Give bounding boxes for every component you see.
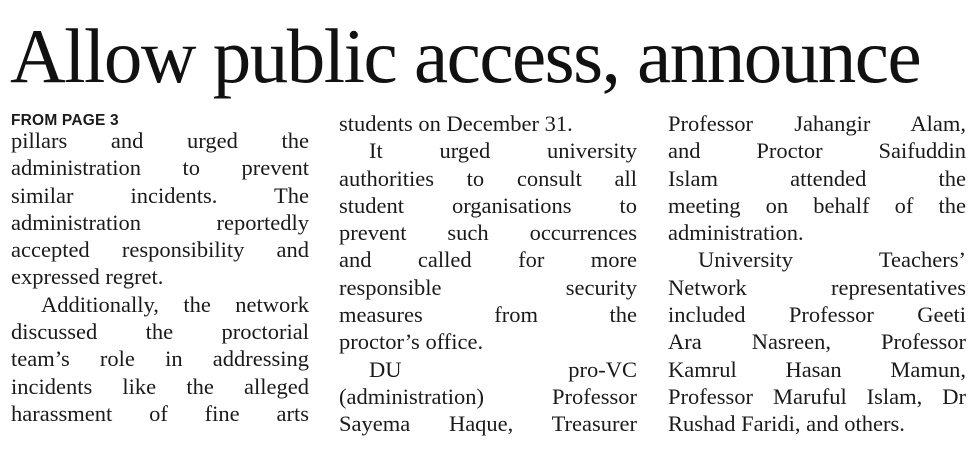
column-2-line: proctor’s office. xyxy=(339,329,484,355)
column-1-line: discussed the proctorial xyxy=(11,319,309,345)
column-2-line: Sayema Haque, Treasurer xyxy=(339,411,637,437)
column-2-line: students on December 31. xyxy=(339,111,573,136)
article-column-1 xyxy=(11,110,309,427)
column-3-line: included Professor Geeti xyxy=(668,302,966,328)
column-1-line: similar incidents. The xyxy=(11,182,309,208)
column-3-line: Islam attended the xyxy=(668,165,966,191)
column-2-line: student organisations to xyxy=(339,192,637,218)
column-1-line: Additionally, the network xyxy=(41,291,309,317)
column-3-line: meeting on behalf of the xyxy=(668,192,966,218)
column-3-line: University Teachers’ xyxy=(698,247,966,273)
column-3-line: Ara Nasreen, Professor xyxy=(668,329,966,355)
column-3-line: administration. xyxy=(668,220,804,246)
column-1-line: administration to prevent xyxy=(11,155,309,181)
column-1-line: accepted responsibility and xyxy=(11,237,309,263)
article-column-2 xyxy=(339,110,637,438)
column-1-line: pillars and urged the xyxy=(11,128,309,153)
column-1-line: harassment of fine arts xyxy=(11,400,309,426)
column-1-line: administration reportedly xyxy=(11,209,309,235)
column-2-line: responsible security xyxy=(339,274,637,300)
column-1-line: team’s role in addressing xyxy=(11,346,309,372)
column-1-line: expressed regret. xyxy=(11,264,164,290)
column-3-line: Network representatives xyxy=(668,274,966,300)
column-2-line: measures from the xyxy=(339,302,637,328)
column-2-line: authorities to consult all xyxy=(339,165,637,191)
headline: Allow public access, announce xyxy=(10,13,921,99)
column-2-line: DU pro-VC xyxy=(369,356,637,382)
column-3-line: and Proctor Saifuddin xyxy=(668,138,966,164)
column-3-line: Kamrul Hasan Mamun, xyxy=(668,356,966,382)
column-1-line: incidents like the alleged xyxy=(11,373,309,399)
article-column-3 xyxy=(668,110,966,438)
column-2-line: prevent such occurrences xyxy=(339,220,637,246)
column-2-line: (administration) Professor xyxy=(339,383,637,409)
kicker-from-page: FROM PAGE 3 xyxy=(11,112,119,129)
column-2-line: and called for more xyxy=(339,247,637,273)
column-2-line: It urged university xyxy=(369,138,637,164)
column-3-line: Professor Jahangir Alam, xyxy=(668,111,966,136)
column-3-line: Rushad Faridi, and others. xyxy=(668,411,905,437)
column-3-line: Professor Maruful Islam, Dr xyxy=(668,383,966,409)
